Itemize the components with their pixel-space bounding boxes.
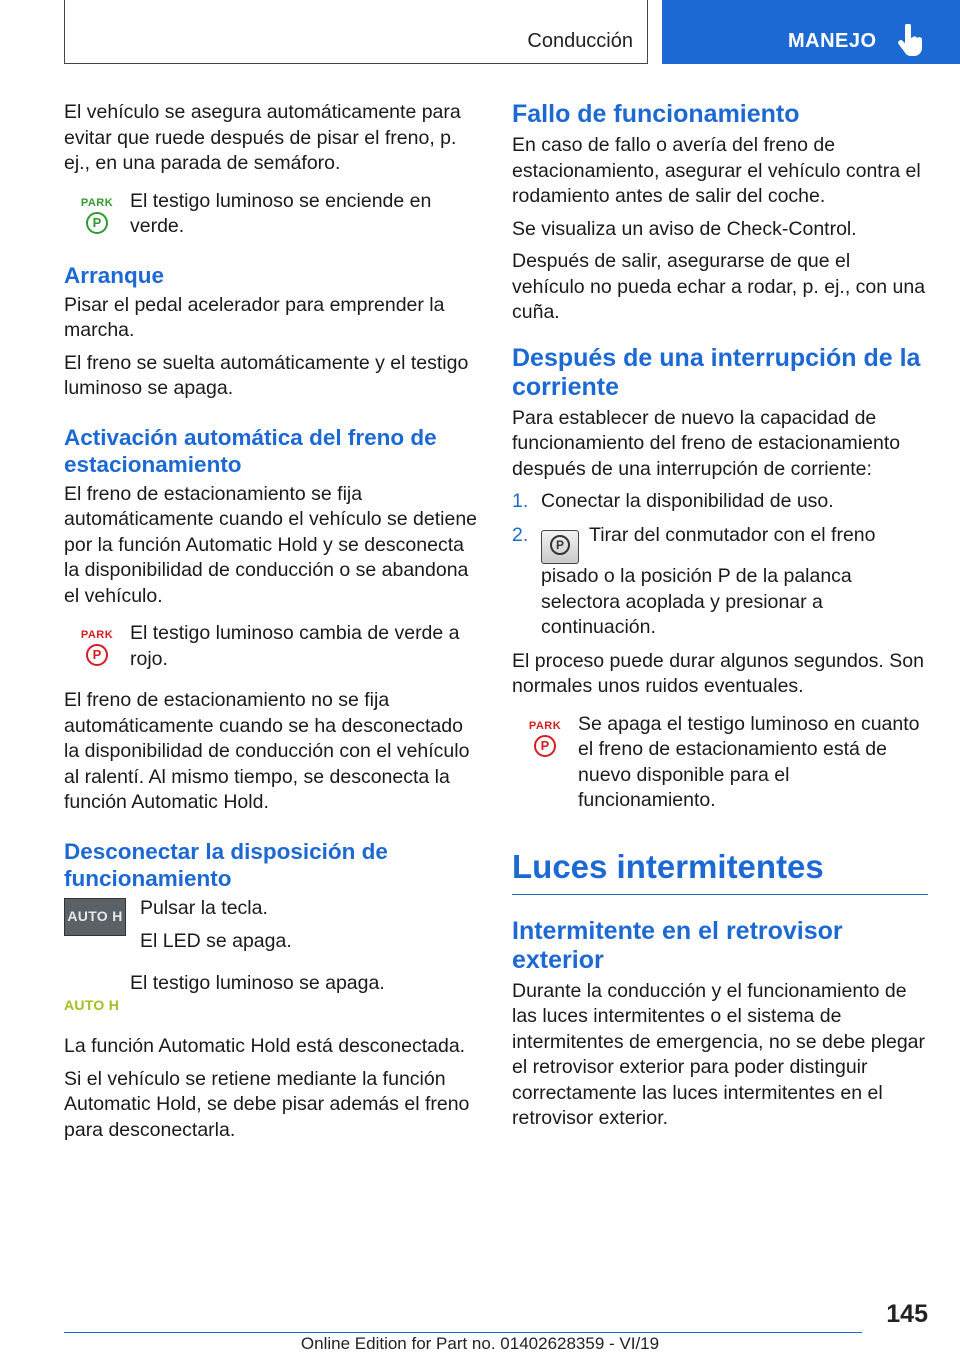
steps-list xyxy=(512,489,928,641)
indicator-note-text: El testigo luminoso se apaga. xyxy=(130,971,385,994)
indicator-note-text: Pulsar la tecla. xyxy=(140,896,268,919)
paragraph: Se visualiza un aviso de Check-Control. xyxy=(512,217,857,240)
auto-hold-indicator-icon: AUTO H xyxy=(64,996,120,1013)
header-section-title: Conducción xyxy=(527,30,633,52)
paragraph: El proceso puede durar algunos segundos. Son normales unos ruidos eventuales. xyxy=(512,649,924,698)
paragraph: En caso de fallo o avería del freno de estacionamiento, asegurar el vehículo contra el rodamiento antes de salir del coche. xyxy=(512,134,921,207)
indicator-note-red xyxy=(64,621,480,672)
list-item: 1. Conectar la disponibilidad de uso. xyxy=(512,490,834,512)
footer-divider xyxy=(64,1332,862,1333)
indicator-note-text: El testigo luminoso se enciende en verde. xyxy=(130,189,432,237)
paragraph: El freno de estacionamiento no se fija automáticamente cuando se ha desconectado la disponibilidad de conducción con el vehículo al ralentí. Al mismo tiempo, se desconecta la función Automatic Hold. xyxy=(64,689,470,813)
indicator-note-text: Se apaga el testigo luminoso en cuanto el freno de estacionamiento está de nuevo disponible para el funcionamiento. xyxy=(578,712,920,812)
autoh-indicator-note xyxy=(64,971,480,1019)
header-chapter-tab xyxy=(662,0,960,64)
indicator-note-red xyxy=(512,712,928,814)
footer-edition: Online Edition for Part no. 01402628359 - VI/19 xyxy=(300,1334,660,1353)
auto-hold-button-icon: AUTO H xyxy=(64,898,126,936)
indicator-note-text: El testigo luminoso cambia de verde a rojo. xyxy=(130,622,460,670)
heading-arranque: Arranque xyxy=(64,262,165,288)
page-number: 145 xyxy=(886,1300,928,1328)
park-brake-red-icon: PARK P xyxy=(529,720,561,757)
heading-activacion: Activación automática del freno de estacionamiento xyxy=(64,424,437,477)
paragraph: Pisar el pedal acelerador para emprender la marcha. xyxy=(64,293,445,341)
right-column xyxy=(512,100,928,1139)
heading-fallo: Fallo de funcionamiento xyxy=(512,100,800,128)
park-brake-green-icon: PARK P xyxy=(81,197,113,234)
heading-desconectar: Desconectar la disposición de funcionamiento xyxy=(64,838,388,891)
park-brake-switch-icon: P xyxy=(541,530,579,564)
left-column xyxy=(64,100,480,1150)
heading-intermitente: Intermitente en el retrovisor exterior xyxy=(512,916,843,974)
list-item: 2. P Tirar del conmutador con el freno pisado o la posición P de la palanca selectora acoplada y presionar a continuación. xyxy=(512,523,876,639)
header-chapter-title: MANEJO xyxy=(788,30,877,52)
paragraph: El freno se suelta automáticamente y el testigo luminoso se apaga. xyxy=(64,351,469,399)
paragraph: Para establecer de nuevo la capacidad de funcionamiento del freno de estacionamiento después de una interrupción de corriente: xyxy=(512,406,901,480)
paragraph: Durante la conducción y el funcionamiento de las luces intermitentes o el sistema de intermitentes de emergencia, no se debe plegar el retrovisor exterior para poder distinguir correctamente las luces intermitentes en el retrovisor exterior. xyxy=(512,979,926,1130)
indicator-note-text: El LED se apaga. xyxy=(140,930,292,952)
paragraph: La función Automatic Hold está desconectada. xyxy=(64,1035,466,1057)
park-brake-red-icon: PARK P xyxy=(81,629,113,666)
heading-despues: Después de una interrupción de la corriente xyxy=(512,343,921,401)
heading-luces: Luces intermitentes xyxy=(512,848,928,895)
hand-pointer-icon xyxy=(896,24,926,58)
header-section-tab xyxy=(64,0,648,64)
paragraph: Si el vehículo se retiene mediante la función Automatic Hold, se debe pisar además el freno para desconectarla. xyxy=(64,1067,470,1141)
paragraph: El vehículo se asegura automáticamente para evitar que ruede después de pisar el freno, p. ej., en una parada de semáforo. xyxy=(64,101,461,174)
paragraph: El freno de estacionamiento se fija automáticamente cuando el vehículo se detiene por la función Automatic Hold y se desconecta la disponibilidad de conducción o se abandona el vehículo. xyxy=(64,482,478,607)
indicator-note-green xyxy=(64,189,480,240)
autoh-button-note xyxy=(64,896,480,955)
paragraph: Después de salir, asegurarse de que el vehículo no pueda echar a rodar, p. ej., con una cuña. xyxy=(512,250,926,323)
